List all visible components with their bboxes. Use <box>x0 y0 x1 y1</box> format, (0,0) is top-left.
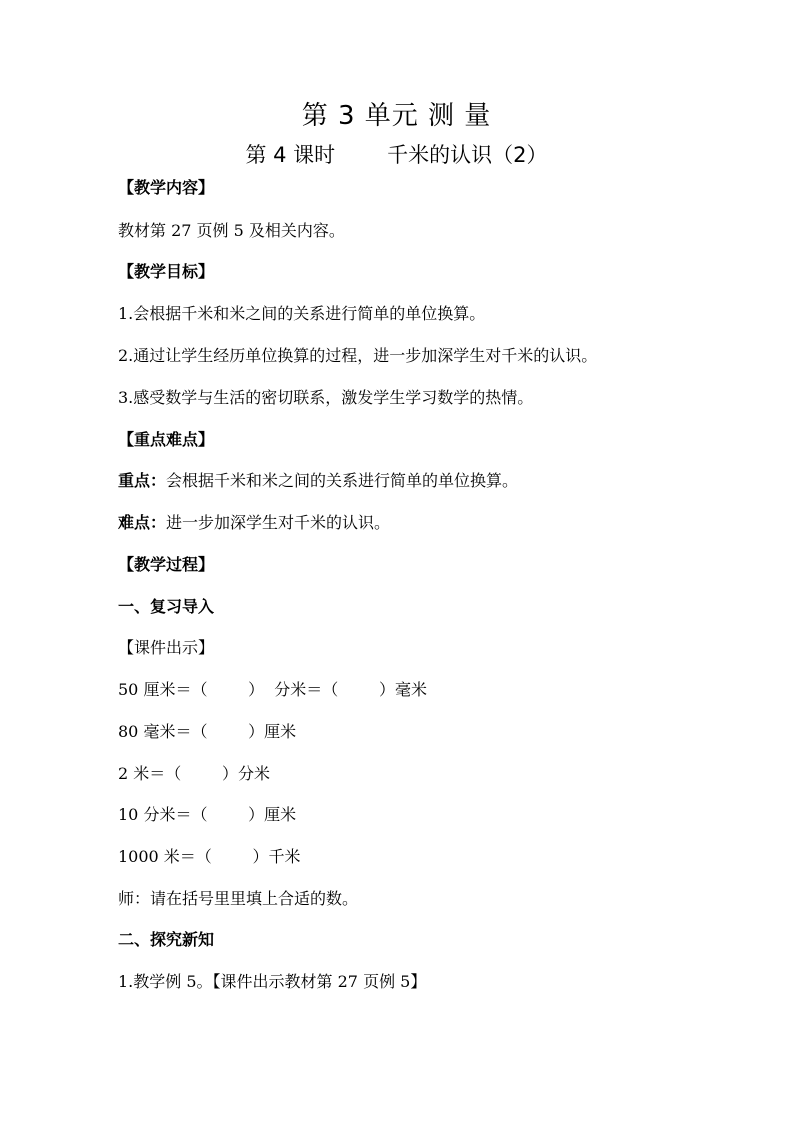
difficulty-label: 难点： <box>118 513 167 532</box>
exercise-line-3: 2 米＝（ ）分米 <box>118 764 270 783</box>
section-heading-process: 【教学过程】 <box>118 555 215 574</box>
key-point-line <box>118 469 518 493</box>
difficulty-text: 进一步加深学生对千米的认识。 <box>166 513 391 532</box>
lesson-subtitle <box>0 141 793 169</box>
objective-item-3: 3.感受数学与生活的密切联系，激发学生学习数学的热情。 <box>118 388 534 407</box>
key-point-text: 会根据千米和米之间的关系进行简单的单位换算。 <box>166 471 519 490</box>
objective-item-1: 1.会根据千米和米之间的关系进行简单的单位换算。 <box>118 304 486 323</box>
courseware-label: 【课件出示】 <box>118 638 215 657</box>
exercise-line-2: 80 毫米＝（ ）厘米 <box>118 722 297 741</box>
lesson-number: 第 4 课时 <box>245 143 336 167</box>
example-line: 1.教学例 5。【课件出示教材第 27 页例 5】 <box>118 972 427 991</box>
lesson-topic: 千米的认识（2） <box>387 143 548 167</box>
page-title: 第 3 单元 测 量 <box>301 101 492 131</box>
subsection-explore: 二、探究新知 <box>118 930 215 949</box>
difficulty-line <box>118 511 390 535</box>
subsection-review: 一、复习导入 <box>118 597 215 616</box>
section-heading-objectives: 【教学目标】 <box>118 262 215 281</box>
objective-item-2: 2.通过让学生经历单位换算的过程，进一步加深学生对千米的认识。 <box>118 346 598 365</box>
section-heading-key-points: 【重点难点】 <box>118 430 215 449</box>
exercise-line-4: 10 分米＝（ ）厘米 <box>118 805 297 824</box>
exercise-line-1: 50 厘米＝（ ） 分米＝（ ）毫米 <box>118 680 427 699</box>
section-heading-content: 【教学内容】 <box>118 178 215 197</box>
exercise-line-5: 1000 米＝（ ）千米 <box>118 847 301 866</box>
teacher-instruction: 师：请在括号里里填上合适的数。 <box>118 889 359 908</box>
key-point-label: 重点： <box>118 471 167 490</box>
content-text: 教材第 27 页例 5 及相关内容。 <box>118 221 345 240</box>
